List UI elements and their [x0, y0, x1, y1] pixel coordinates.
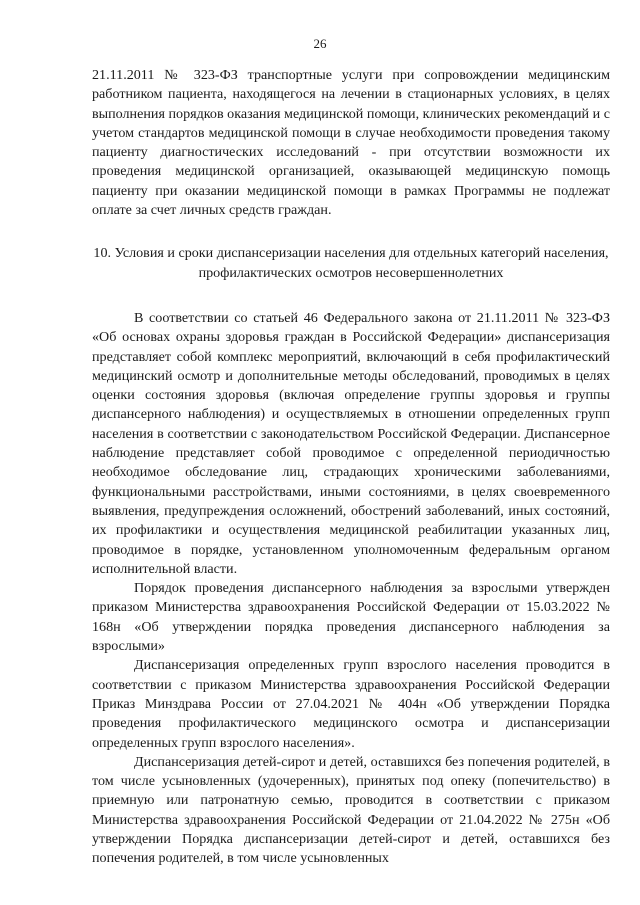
paragraph-dispensarization-definition: В соответствии со статьей 46 Федерального закона от 21.11.2011 № 323-ФЗ «Об основах охраны здоровья граждан в Российской Федерации» диспансеризация представляет собой комплекс мероприятий, включающий в себя профилактический медицинский осмотр и дополнительные методы обследований, проводимых в целях оценки состояния здоровья (включая определение группы здоровья и группы диспансерного наблюдения) и осуществляемых в отношении определенных групп населения в соответствии с законодательством Российской Федерации. Диспансерное наблюдение представляет собой проводимое с определенной периодичностью необходимое обследование лиц, страдающих хроническими заболеваниями, функциональными расстройствами, иными состояниями, в целях своевременного выявления, предупреждения осложнений, обострений заболеваний, иных состояний, их профилактики и осуществления медицинской реабилитации указанных лиц, проводимое в порядке, установленном уполномоченным федеральным органом исполнительной власти.	[92, 309, 610, 577]
paragraph-adult-groups: Диспансеризация определенных групп взрослого населения проводится в соответствии с приказом Министерства здравоохранения Российской Федерации Приказ Минздрава России от 27.04.2021 № 404н «Об утверждении Порядка проведения профилактического медицинского осмотра и диспансеризации определенных групп взрослого населения».	[92, 657, 610, 751]
section-heading: 10. Условия и сроки диспансеризации населения для отдельных категорий населения, профилактических осмотров несовершеннолетних	[93, 245, 609, 281]
paragraph-observation-order: Порядок проведения диспансерного наблюдения за взрослыми утвержден приказом Министерства здравоохранения Российской Федерации от 15.03.2022 № 168н «Об утверждении порядка проведения диспансерного наблюдения за взрослыми»	[92, 580, 610, 655]
paragraph-orphans: Диспансеризация детей-сирот и детей, оставшихся без попечения родителей, в том числе усыновленных (удочеренных), принятых под опеку (попечительство) в приемную или патронатную семью, проводится в соответствии с приказом Министерства здравоохранения Российской Федерации от 21.04.2022 № 275н «Об утверждении Порядка диспансеризации детей-сирот и детей, оставшихся без попечения родителей, в том числе усыновленных	[92, 753, 610, 867]
page-number: 26	[313, 36, 327, 51]
document-body	[92, 66, 610, 869]
paragraph-continuation: 21.11.2011 № 323-ФЗ транспортные услуги при сопровождении медицинским работником пациента, находящегося на лечении в стационарных условиях, в целях выполнения порядков оказания медицинской помощи, клинических рекомендаций и с учетом стандартов медицинской помощи в случае необходимости проведения такому пациенту диагностических исследований - при отсутствии возможности их проведения медицинской организацией, оказывающей медицинскую помощь пациенту при оказании медицинской помощи в рамках Программы не подлежат оплате за счет личных средств граждан.	[92, 67, 610, 219]
